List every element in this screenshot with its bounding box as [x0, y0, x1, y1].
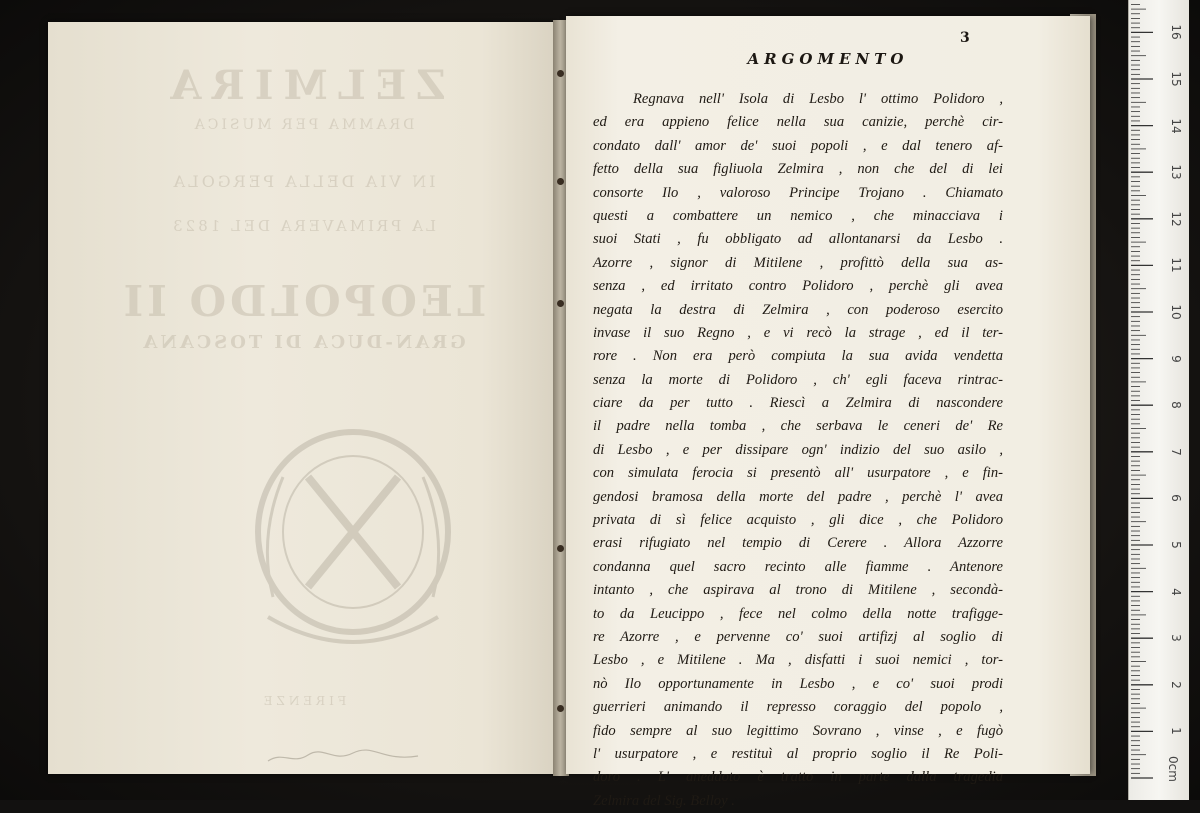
ruler-number: 6 — [1169, 494, 1183, 503]
text-line: to da Leucippo , fece nel colmo della notte trafigge- — [593, 605, 1003, 622]
bleed-through-city: FIRENZE — [259, 694, 347, 708]
ruler-number: 10 — [1169, 304, 1183, 320]
ruler-number: 9 — [1169, 354, 1183, 363]
text-line: suoi Stati , fu obbligato ad allontanarsi da Lesbo . — [593, 231, 1003, 248]
ruler-number: 5 — [1169, 541, 1183, 549]
page-heading: ARGOMENTO — [747, 50, 909, 68]
ruler-number: 12 — [1169, 211, 1183, 227]
text-line: re Azorre , e pervenne co' suoi artifizj al soglio di — [593, 628, 1003, 645]
text-line: di Lesbo , e per dissipare ogn' indizio del suo asilo , — [593, 441, 1003, 458]
text-line: privata di sì felice acquisto , gli dice , che Polidoro — [593, 512, 1003, 529]
text-line: Regnava nell' Isola di Lesbo l' ottimo Polidoro , — [633, 91, 1003, 107]
text-line: Lesbo , e Mitilene . Ma , disfatti i suoi nemici , tor- — [593, 652, 1003, 669]
pencil-annotation — [263, 747, 423, 767]
binding-stitch — [557, 705, 564, 712]
binding-stitch — [557, 70, 564, 77]
text-line: con simulata ferocia si presentò all' usurpatore , e fin- — [593, 465, 1003, 482]
text-line: condato dall' amor de' suoi popoli , e dal tenero af- — [593, 137, 1003, 154]
text-line: rore . Non era però compiuta la sua avida vendetta — [593, 348, 1003, 365]
ruler-number: 4 — [1169, 587, 1183, 596]
text-line: intanto , che aspirava al trono di Mitilene , secondà- — [593, 582, 1003, 599]
text-line: Zelmira del Sig. Belloy . — [593, 792, 735, 809]
text-line: invase il suo Regno , e vi recò la strage , ed il ter- — [593, 324, 1003, 341]
ruler-number: 3 — [1169, 634, 1183, 642]
text-line: gendosi bramosa della morte del padre , perchè l' avea — [593, 488, 1003, 505]
ruler-number: 14 — [1169, 117, 1183, 134]
text-line: fetto della sua figliuola Zelmira , non che del di lei — [593, 161, 1003, 178]
text-line: negata la destra di Zelmira , con poderoso esercito — [593, 301, 1003, 318]
bleed-through-seal-emblem — [238, 417, 468, 657]
ruler-number: 16 — [1169, 24, 1183, 41]
page-number: 3 — [960, 30, 970, 46]
binding-stitch — [557, 300, 564, 307]
text-line: ed era appieno felice nella sua canizie, perchè cir- — [593, 114, 1003, 131]
text-line: l' usurpatore , e restituì al proprio soglio il Re Poli- — [593, 745, 1003, 762]
text-line: senza la morte di Polidoro , ch' egli faceva rintrac- — [593, 371, 1003, 388]
bleed-through-season: LA PRIMAVERA DEL 1823 — [170, 217, 436, 235]
text-line: senza , ed irritato contro Polidoro , perchè gli avea — [593, 278, 1003, 295]
text-line: fido sempre al suo legittimo Sovrano , vinse , e fugò — [593, 722, 1003, 739]
text-line: ciare da per tutto . Riescì a Zelmira di nascondere — [593, 395, 1003, 412]
bleed-through-dedicatee-title: GRAN-DUCA DI TOSCANA — [140, 332, 466, 353]
ruler-number: 7 — [1169, 447, 1183, 456]
ruler-unit-label: 0cm — [1165, 756, 1180, 782]
text-line: questi a combattere un nemico , che minacciava i — [593, 207, 1003, 224]
ruler-number: 13 — [1169, 164, 1183, 180]
ruler-number: 15 — [1169, 71, 1183, 87]
ruler-number: 2 — [1169, 680, 1183, 689]
bleed-through-title: ZELMIRA — [160, 62, 446, 109]
ruler-number: 11 — [1169, 257, 1183, 274]
text-line: il padre nella tomba , che serbava le ceneri de' Re — [593, 418, 1003, 435]
binding-stitch — [557, 178, 564, 185]
ruler-number: 8 — [1169, 401, 1183, 409]
binding-stitch — [557, 545, 564, 552]
text-line: condanna quel sacro recinto alle fiamme . Antenore — [593, 558, 1003, 575]
bleed-through-venue: IN VIA DELLA PERGOLA — [170, 172, 436, 191]
ruler-number: 1 — [1169, 727, 1183, 736]
text-line: consorte Ilo , valoroso Principe Trojano . Chiamato — [593, 184, 1003, 201]
left-page — [48, 22, 558, 774]
bleed-through-subtitle: DRAMMA PER MUSICA — [191, 117, 415, 133]
bleed-through-dedicatee: LEOPOLDO II — [119, 277, 487, 326]
show-through-text — [820, 690, 1050, 705]
text-line: guerrieri animando il represso coraggio del popolo , — [593, 699, 1003, 716]
text-line: doro . L' aneddoto è tratto in parte dalla tragedia — [593, 769, 1003, 786]
text-line: nò Ilo opportunamente in Lesbo , e co' suoi prodi — [593, 675, 1003, 692]
text-line: Azorre , signor di Mitilene , profittò della sua as- — [593, 254, 1003, 271]
text-line: erasi rifugiato nel tempio di Cerere . Allora Azzorre — [593, 535, 1003, 552]
